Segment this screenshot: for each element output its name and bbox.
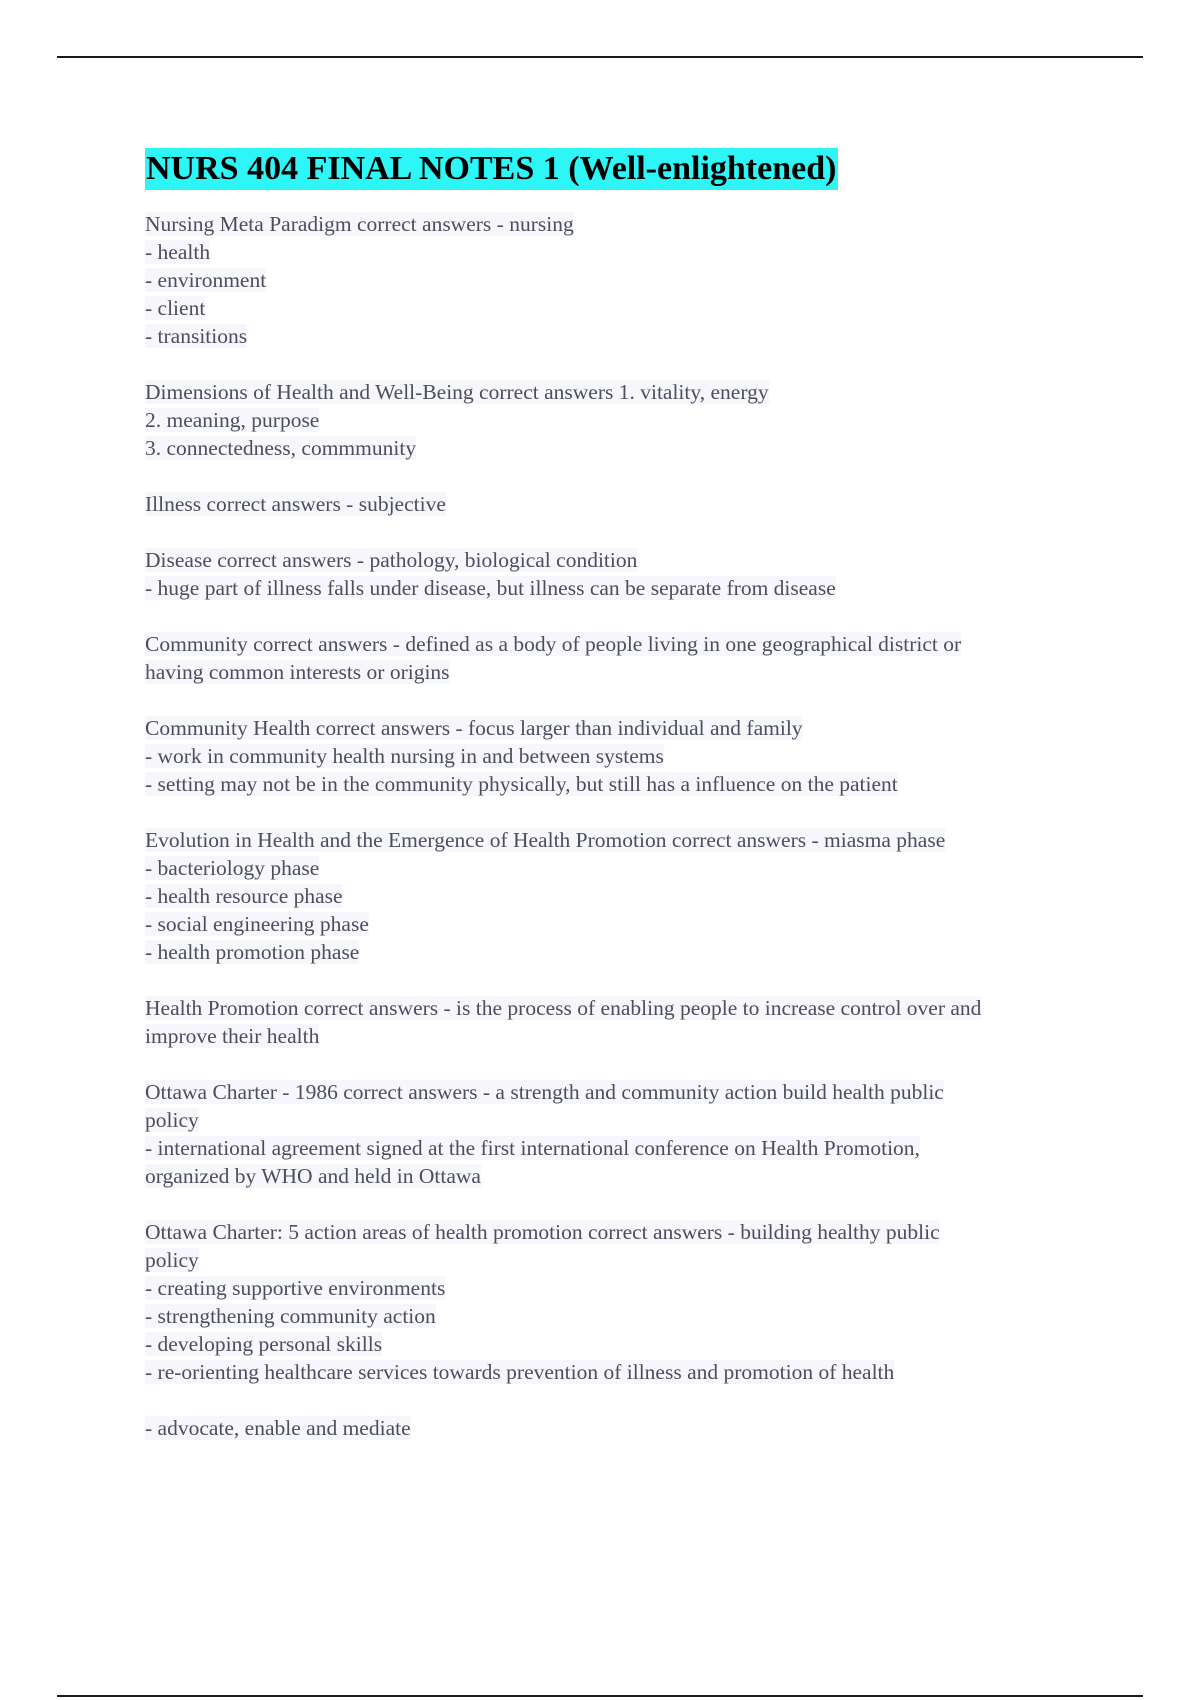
entry-line: - bacteriology phase xyxy=(145,856,320,880)
document-title: NURS 404 FINAL NOTES 1 (Well-enlightened) xyxy=(145,148,838,190)
entry-line: - huge part of illness falls under disease, but illness can be separate from disease xyxy=(145,576,836,600)
entry-line: Nursing Meta Paradigm correct answers - nursing xyxy=(145,212,574,236)
bottom-rule xyxy=(57,1695,1143,1697)
entry-line: - work in community health nursing in and between systems xyxy=(145,744,664,768)
entry-line: - setting may not be in the community physically, but still has a influence on the patient xyxy=(145,772,898,796)
entry-illness xyxy=(145,490,1105,518)
entry-line: - transitions xyxy=(145,324,248,348)
entry-advocate-enable-mediate xyxy=(145,1414,1105,1442)
entry-line: policy xyxy=(145,1108,199,1132)
entry-ottawa-charter-action-areas xyxy=(145,1218,1105,1386)
entry-line: - creating supportive environments xyxy=(145,1276,446,1300)
entry-health-promotion xyxy=(145,994,1105,1050)
entry-line: Illness correct answers - subjective xyxy=(145,492,446,516)
entry-line: - environment xyxy=(145,268,267,292)
entry-line: - advocate, enable and mediate xyxy=(145,1416,411,1440)
entry-community-health xyxy=(145,714,1105,798)
entry-ottawa-charter-1986 xyxy=(145,1078,1105,1190)
entry-line: - health xyxy=(145,240,211,264)
entry-line: - health resource phase xyxy=(145,884,343,908)
top-rule xyxy=(57,56,1143,58)
entry-line: Health Promotion correct answers - is the process of enabling people to increase control over and xyxy=(145,996,982,1020)
entry-line: having common interests or origins xyxy=(145,660,450,684)
entry-line: organized by WHO and held in Ottawa xyxy=(145,1164,481,1188)
document-content xyxy=(145,148,1105,1470)
entry-line: - re-orienting healthcare services towards prevention of illness and promotion of health xyxy=(145,1360,895,1384)
entry-line: improve their health xyxy=(145,1024,320,1048)
entry-line: policy xyxy=(145,1248,199,1272)
entry-disease xyxy=(145,546,1105,602)
entry-line: - strengthening community action xyxy=(145,1304,436,1328)
entry-community xyxy=(145,630,1105,686)
entry-line: Evolution in Health and the Emergence of Health Promotion correct answers - miasma phase xyxy=(145,828,946,852)
entry-line: - health promotion phase xyxy=(145,940,360,964)
entry-line: Ottawa Charter - 1986 correct answers - a strength and community action build health public xyxy=(145,1080,944,1104)
entry-nursing-meta-paradigm xyxy=(145,210,1105,350)
entry-line: Dimensions of Health and Well-Being correct answers 1. vitality, energy xyxy=(145,380,769,404)
entry-line: - international agreement signed at the first international conference on Health Promotion, xyxy=(145,1136,920,1160)
entry-line: - social engineering phase xyxy=(145,912,369,936)
entry-line: Disease correct answers - pathology, biological condition xyxy=(145,548,638,572)
entry-line: 3. connectedness, commmunity xyxy=(145,436,417,460)
entry-line: - client xyxy=(145,296,206,320)
entry-line: 2. meaning, purpose xyxy=(145,408,320,432)
entry-evolution-in-health xyxy=(145,826,1105,966)
entry-line: Community correct answers - defined as a body of people living in one geographical district or xyxy=(145,632,962,656)
entry-line: Community Health correct answers - focus larger than individual and family xyxy=(145,716,803,740)
entry-dimensions-of-health xyxy=(145,378,1105,462)
entry-line: - developing personal skills xyxy=(145,1332,383,1356)
entry-line: Ottawa Charter: 5 action areas of health promotion correct answers - building healthy public xyxy=(145,1220,940,1244)
